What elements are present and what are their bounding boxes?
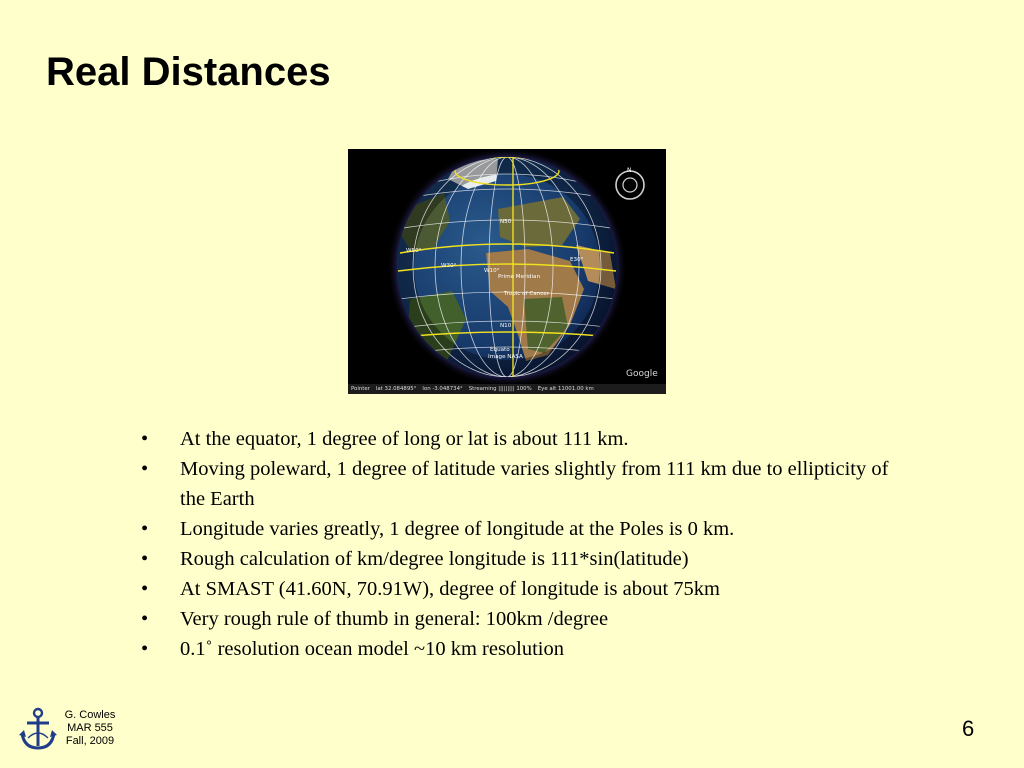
bullet-item: • Very rough rule of thumb in general: 100km /degree bbox=[140, 604, 900, 634]
status-eye-alt: Eye alt 11001.00 km bbox=[537, 386, 594, 392]
bullet-item: • Moving poleward, 1 degree of latitude varies slightly from 111 km due to ellipticity of the Earth bbox=[140, 454, 900, 514]
globe-status-bar bbox=[348, 384, 666, 394]
bullet-item: • At the equator, 1 degree of long or lat is about 111 km. bbox=[140, 424, 900, 454]
label-prime-meridian: Prime Meridian bbox=[498, 274, 540, 280]
bullet-item: • At SMAST (41.60N, 70.91W), degree of longitude is about 75km bbox=[140, 574, 900, 604]
label-w50: W50° bbox=[406, 248, 422, 254]
anchor-logo-icon bbox=[18, 706, 58, 752]
bullet-list bbox=[140, 424, 900, 664]
bullet-item: • 0.1˚ resolution ocean model ~10 km resolution bbox=[140, 634, 900, 664]
bullet-item: • Longitude varies greatly, 1 degree of longitude at the Poles is 0 km. bbox=[140, 514, 900, 544]
footer-author: G. Cowles bbox=[64, 709, 116, 721]
bullet-item: • Rough calculation of km/degree longitude is 111*sin(latitude) bbox=[140, 544, 900, 574]
globe-illustration bbox=[348, 149, 666, 394]
slide-title: Real Distances bbox=[46, 50, 331, 94]
footer-term: Fall, 2009 bbox=[65, 735, 115, 747]
label-tropic: Tropic of Cancer bbox=[504, 291, 550, 297]
status-lon: lon -3.048734° bbox=[422, 386, 463, 392]
status-pointer: Pointer bbox=[351, 386, 370, 392]
footer-course: MAR 555 bbox=[67, 722, 113, 734]
google-logo: Google bbox=[626, 369, 658, 379]
status-streaming: Streaming ||||||||| 100% bbox=[468, 386, 532, 392]
footer-credits bbox=[62, 709, 118, 748]
svg-text:N: N bbox=[627, 167, 632, 174]
label-e30: E30° bbox=[570, 257, 584, 263]
status-lat: lat 32.084895° bbox=[375, 386, 417, 392]
label-w30: W30° bbox=[441, 263, 457, 269]
label-equator: Equato bbox=[490, 347, 510, 353]
label-w10: W10° bbox=[484, 268, 500, 274]
label-image-credit: Image NASA bbox=[488, 354, 523, 360]
earth-globe-image bbox=[348, 149, 666, 394]
label-n50: N50 bbox=[500, 219, 512, 225]
label-n10: N10 bbox=[500, 323, 512, 329]
page-number: 6 bbox=[962, 716, 975, 741]
